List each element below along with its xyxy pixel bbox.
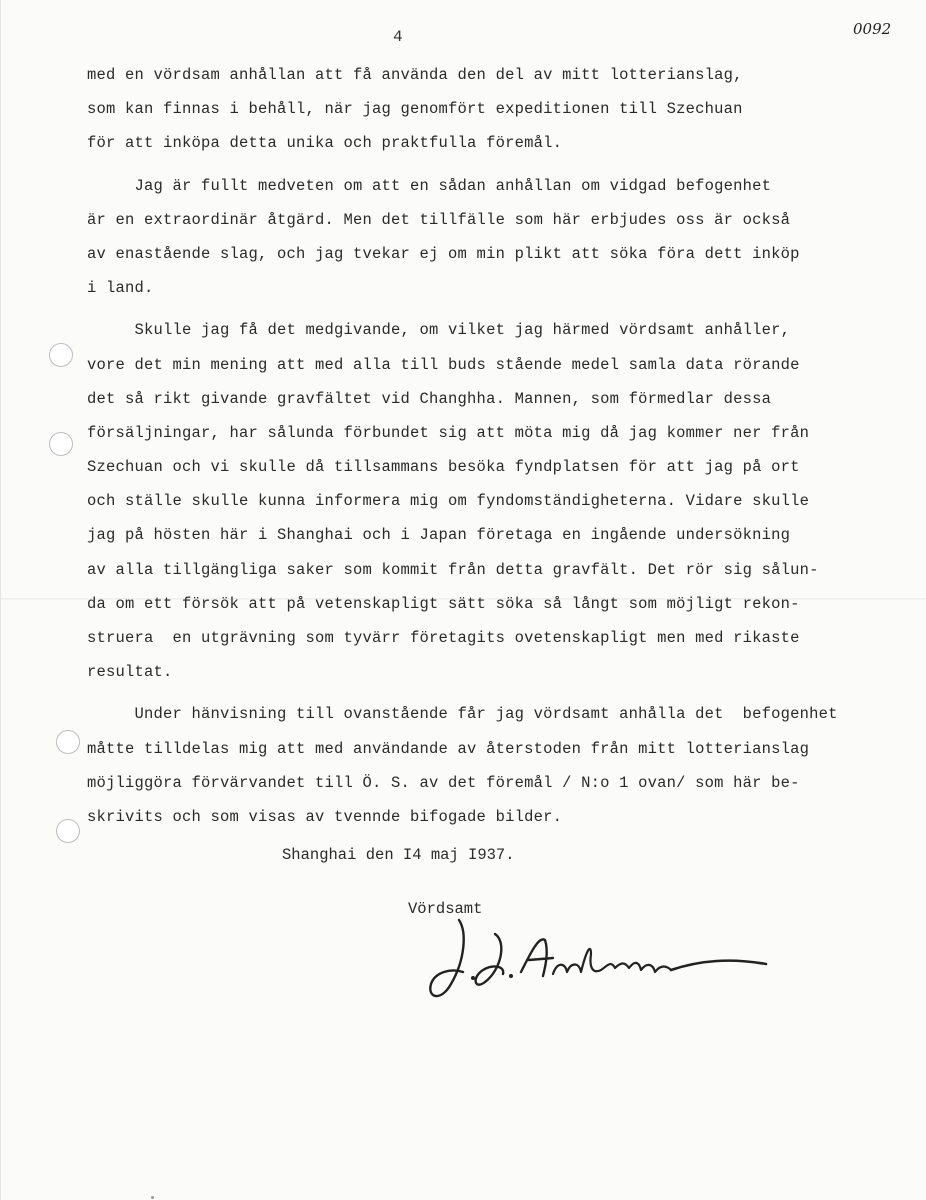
closing-salutation: Vördsamt [408, 900, 483, 918]
text-line: är en extraordinär åtgärd. Men det tillfälle som här erbjudes oss är också [87, 210, 791, 229]
text-line: resultat. [87, 663, 173, 682]
text-line: da om ett försök att på vetenskapligt sätt söka så långt som möjligt rekon- [87, 594, 800, 613]
text-line: Szechuan och vi skulle då tillsammans besöka fyndplatsen för att jag på ort [87, 458, 800, 477]
text-line: Under hänvisning till ovanstående får jag vördsamt anhålla det befogenhet [87, 705, 838, 724]
text-line: som kan finnas i behåll, när jag genomfört expeditionen till Szechuan [87, 100, 743, 119]
punch-hole-2 [49, 432, 73, 456]
stray-ink-dot [151, 1196, 154, 1199]
text-line: i land. [87, 279, 154, 298]
letter-body [87, 58, 902, 834]
text-line: Jag är fullt medveten om att en sådan anhållan om vidgad befogenhet [87, 176, 772, 195]
text-line: skrivits och som visas av tvennde bifogade bilder. [87, 807, 563, 826]
text-line: möjliggöra förvärvandet till Ö. S. av det föremål / N:o 1 ovan/ som här be- [87, 773, 800, 792]
text-line: det så rikt givande gravfältet vid Changhha. Mannen, som förmedlar dessa [87, 389, 772, 408]
archive-number: 0092 [853, 20, 892, 38]
place-and-date: Shanghai den I4 maj I937. [282, 846, 515, 864]
text-line: Skulle jag få det medgivande, om vilket jag härmed vördsamt anhåller, [87, 321, 791, 340]
text-line: måtte tilldelas mig att med användande av återstoden från mitt lotterianslag [87, 739, 810, 758]
handwritten-signature [421, 912, 771, 1012]
text-line: och ställe skulle kunna informera mig om fyndomständigheterna. Vidare skulle [87, 492, 810, 511]
punch-hole-1 [49, 343, 73, 367]
text-line: vore det min mening att med alla till buds stående medel samla data rörande [87, 355, 800, 374]
text-line: försäljningar, har sålunda förbundet sig att möta mig då jag kommer ner från [87, 423, 810, 442]
punch-hole-4 [56, 819, 80, 843]
text-line: av alla tillgängliga saker som kommit från detta gravfält. Det rör sig sålun- [87, 560, 819, 579]
text-line: med en vördsam anhållan att få använda den del av mitt lotterianslag, [87, 66, 743, 84]
page-number: 4 [393, 28, 403, 46]
text-line: av enastående slag, och jag tvekar ej om min plikt att söka föra dett inköp [87, 244, 800, 263]
text-line: jag på hösten här i Shanghai och i Japan företaga en ingående undersökning [87, 526, 791, 545]
text-line: struera en utgrävning som tyvärr företagits ovetenskapligt men med rikaste [87, 629, 800, 647]
text-line: för att inköpa detta unika och praktfulla föremål. [87, 134, 563, 153]
punch-hole-3 [56, 730, 80, 754]
